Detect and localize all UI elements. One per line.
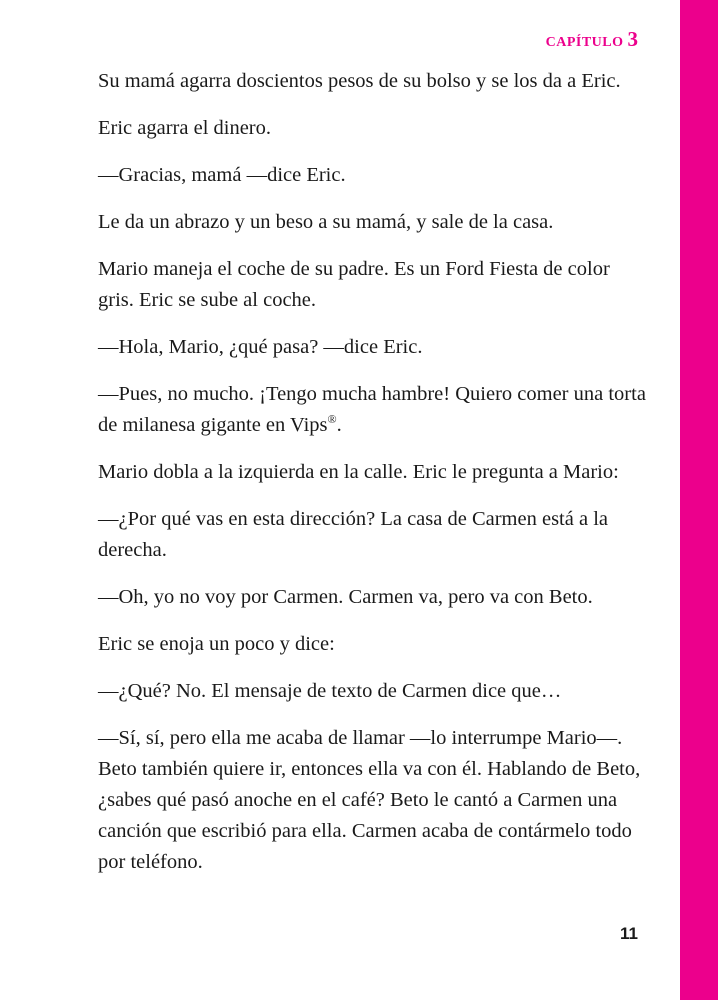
paragraph: Mario dobla a la izquierda en la calle. Eric le pregunta a Mario: (98, 461, 619, 483)
paragraph (98, 379, 646, 441)
paragraph: —¿Por qué vas en esta dirección? La casa de Carmen está a la derecha. (98, 508, 608, 561)
paragraph-text: —Pues, no mucho. ¡Tengo mucha hambre! Quiero comer una torta de milanesa gigante en Vips (98, 383, 646, 436)
chapter-word: CAPÍTULO (545, 35, 624, 50)
chapter-color-tab (680, 0, 718, 1000)
body-text (98, 66, 646, 894)
registered-mark: ® (327, 412, 337, 427)
paragraph: Eric agarra el dinero. (98, 117, 272, 139)
paragraph: Su mamá agarra doscientos pesos de su bolso y se los da a Eric. (98, 70, 621, 92)
paragraph: —Oh, yo no voy por Carmen. Carmen va, pero va con Beto. (98, 586, 593, 608)
paragraph-end: . (336, 414, 342, 436)
paragraph: —Gracias, mamá —dice Eric. (98, 164, 346, 186)
paragraph: Le da un abrazo y un beso a su mamá, y sale de la casa. (98, 211, 554, 233)
chapter-header (546, 27, 638, 52)
page-number: 11 (620, 924, 638, 943)
chapter-number: 3 (627, 27, 638, 51)
paragraph: Mario maneja el coche de su padre. Es un Ford Fiesta de color gris. Eric se sube al coche. (98, 258, 610, 311)
paragraph: —Hola, Mario, ¿qué pasa? —dice Eric. (98, 336, 423, 358)
paragraph: Eric se enoja un poco y dice: (98, 633, 335, 655)
paragraph: —¿Qué? No. El mensaje de texto de Carmen dice que… (98, 680, 562, 702)
paragraph: —Sí, sí, pero ella me acaba de llamar —lo interrumpe Mario—. Beto también quiere ir, entonces ella va con él. Hablando de Beto, ¿sabes qué pasó anoche en el café? Beto le cantó a Carmen una canción que escribió para ella. Carmen acaba de contármelo todo por teléfono. (98, 727, 641, 873)
